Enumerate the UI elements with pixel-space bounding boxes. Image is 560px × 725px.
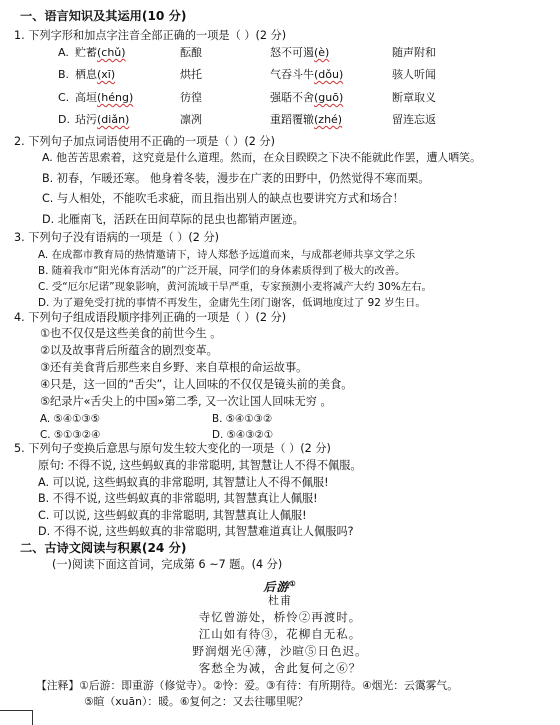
question-1-stem: 1. 下列字形和加点字注音全部正确的一项是（ ）(2 分) [14,29,287,42]
question-4-item-3: ③还有美食背后那些来自乡野、来自草根的命运故事。 [40,361,308,374]
question-3-option-a: A. 在成都市教育局的热情邀请下，诗人郑愁予远道而来，与成都老师共享文学之乐 [38,249,416,261]
pinyin-3: (zhé) [314,113,343,126]
question-2-stem: 2. 下列句子加点词语使用不正确的一项是（ ）(2 分) [14,135,275,148]
poem-line-3: 野润烟光④薄，沙暄⑤日色迟。 [192,644,368,658]
question-5-original: 原句: 不得不说, 这些蚂蚁真的非常聪明, 其智慧让人不得不佩服。 [38,459,362,472]
poem-title-note: ① [289,579,297,588]
question-4-item-1: ①也不仅仅是这些美食的前世今生 。 [40,327,222,340]
pinyin-1: (héng) [97,91,134,104]
poem-notes-line-1: 【注释】①后游：即重游（修觉寺）。②怜：爱。③有待：有所期待。④烟光：云霭雾气。 [36,679,459,692]
pinyin-3: (dǒu) [314,68,344,81]
poem-line-2: 江山如有待③，花柳自无私。 [198,627,362,641]
poem-line-4: 客愁全为减，舍此复何之⑥？ [198,661,362,675]
word-3: 怒不可遏 [270,46,314,59]
poem-line-1: 寺忆曾游处，桥怜②再渡时。 [198,610,362,624]
poem-title-text: 后游 [263,580,290,594]
pinyin-1: (xī) [97,68,116,81]
word-2: 烘托 [180,68,202,81]
question-5-option-b: B. 不得不说, 这些蚂蚁真的非常聪明, 其智慧真让人佩服! [38,492,318,505]
section-2-title: 二、古诗文阅读与积累(24 分) [20,541,187,555]
question-3-option-d: D. 为了避免受打扰的事情不再发生，金庸先生闭门谢客，低调地度过了 92 岁生日。 [38,297,426,309]
question-3-option-c: C. 受“厄尔尼诺”现象影响，黄河流域干旱严重，专家预测小麦将减产大约 30%左右。 [38,281,432,293]
question-5-stem: 5. 下列句子变换后意思与原句发生较大变化的一项是（ ）(2 分) [14,442,331,455]
question-2-option-d: D. 北雁南飞，活跃在田间草际的昆虫也都销声匿迹。 [42,213,304,226]
poem-title [0,577,560,594]
pinyin-3: (è) [314,46,330,59]
poem-author: 杜甫 [268,594,292,607]
word-2: 酝酿 [180,46,202,59]
page-corner-mark [0,710,33,725]
pinyin-3: (guō) [314,91,344,104]
question-4-item-5: ⑤纪录片«舌尖上的中国»第二季, 又一次让国人回味无穷 。 [40,395,332,408]
question-4-choice-c: C. ⑤①③②④ [40,429,101,441]
question-5-option-d: D. 不得不说, 这些蚂蚁真的非常聪明, 其智慧难道真让人佩服吗? [38,525,354,538]
pinyin-1: (chǔ) [97,46,126,59]
word-4: 随声附和 [392,46,436,59]
question-2-option-b: B. 初春，乍暖还寒。 他身着冬装，漫步在广袤的田野中，仍然觉得不寒而栗。 [42,172,430,185]
word-1: 贮蓄 [75,46,97,59]
question-5-option-a: A. 可以说, 这些蚂蚁真的非常聪明, 其智慧让人不得不佩服! [38,476,329,489]
word-4: 留连忘返 [392,113,436,126]
word-4: 断章取义 [392,91,436,104]
section-2-intro: (一)阅读下面这首词，完成第 6 ~7 题。(4 分) [52,558,283,571]
question-2-option-a: A. 他苦苦思索着，这究竟是什么道理。然而，在众目睽睽之下决不能就此作罢，遭人哂笑。 [42,151,481,164]
poem-notes-line-2: ⑤暄（xuān）：暖。⑥复何之：又去往哪里呢？ [84,695,309,708]
question-4-item-4: ④只是，这一回的“舌尖”，让人回味的不仅仅是镜头前的美食。 [40,378,353,391]
question-3-option-b: B. 随着我市“阳光体育活动”的广泛开展，同学们的身体素质得到了极大的改善。 [38,265,406,277]
word-3: 强聒不舍 [270,91,314,104]
question-4-item-2: ②以及故事背后所蕴含的剧烈变革。 [40,344,218,357]
question-4-choice-b: B. ⑤④①③② [212,413,273,425]
word-4: 骇人听闻 [392,68,436,81]
question-4-choice-d: D. ⑤④③②① [212,429,274,441]
word-1: 高垣 [75,91,97,104]
option-label: B. [58,68,70,81]
pinyin-1: (diǎn) [97,113,130,126]
option-label: D. [58,113,70,126]
question-4-choice-a: A. ⑤④①③⑤ [40,413,101,425]
word-3: 重蹈覆辙 [270,113,314,126]
option-label: C. [58,91,70,104]
word-3: 气吞斗牛 [270,68,314,81]
question-5-option-c: C. 可以说, 这些蚂蚁真的非常聪明, 其智慧真让人佩服! [38,509,307,522]
question-4-stem: 4. 下列句子组成语段顺序排列正确的一项是（ ）(2 分) [14,311,287,324]
word-2: 彷徨 [180,91,202,104]
option-label: A. [58,46,69,59]
question-2-option-c: C. 与人相处，不能吹毛求疵，而且指出别人的缺点也要讲究方式和场合！ [42,192,404,205]
word-2: 凛冽 [180,113,202,126]
word-1: 玷污 [75,113,97,126]
question-1-options [0,46,560,134]
section-1-title: 一、语言知识及其运用(10 分) [20,9,187,23]
question-3-stem: 3. 下列句子没有语病的一项是（ ）(2 分) [14,231,220,244]
word-1: 栖息 [75,68,97,81]
